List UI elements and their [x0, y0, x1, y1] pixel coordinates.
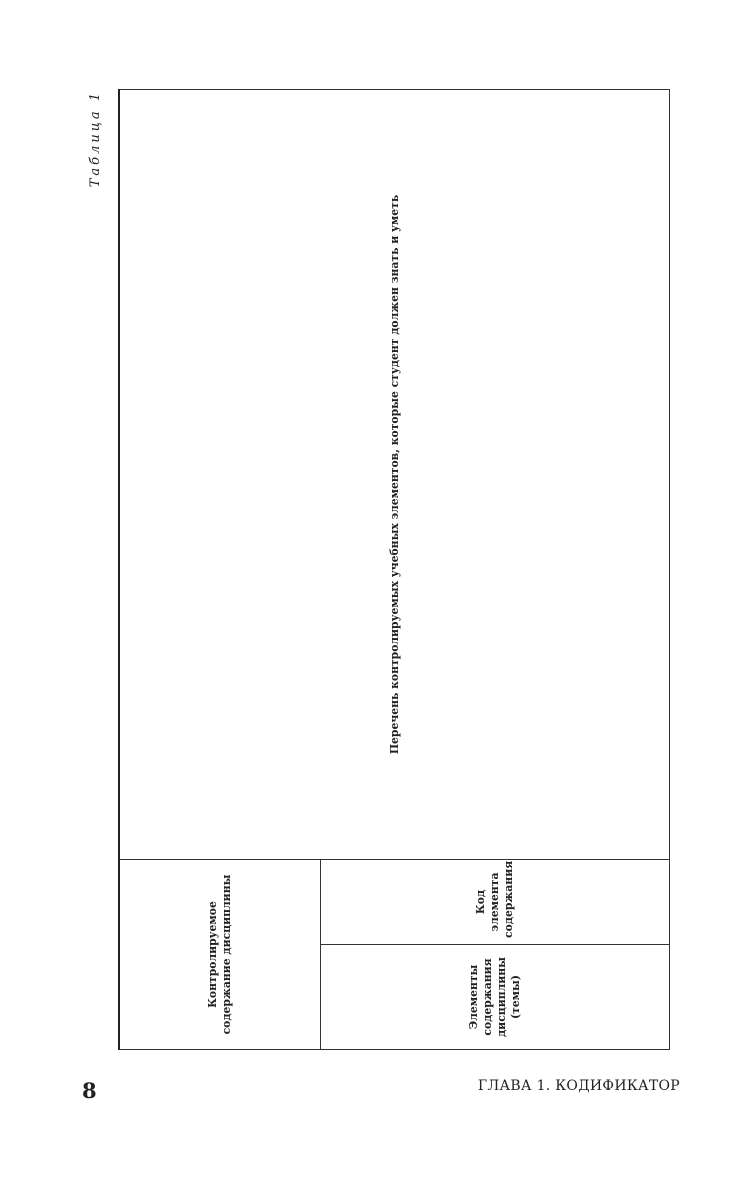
header-list: Перечень контролируемых учебных элементов, которые студент должен знать и уметь — [119, 90, 670, 860]
table-label: Таблица 1 — [88, 90, 103, 188]
rotated-table-wrapper — [88, 90, 670, 1050]
page-number: 8 — [82, 1078, 97, 1103]
chapter-title: ГЛАВА 1. КОДИФИКАТОР — [477, 1078, 680, 1094]
header-group: Контролируемое содержание дисциплины — [119, 860, 321, 1050]
header-code: Код элемента содержания — [321, 860, 670, 945]
curriculum-table — [118, 89, 670, 1050]
header-element: Элементы содержания дисциплины (темы) — [321, 945, 670, 1050]
